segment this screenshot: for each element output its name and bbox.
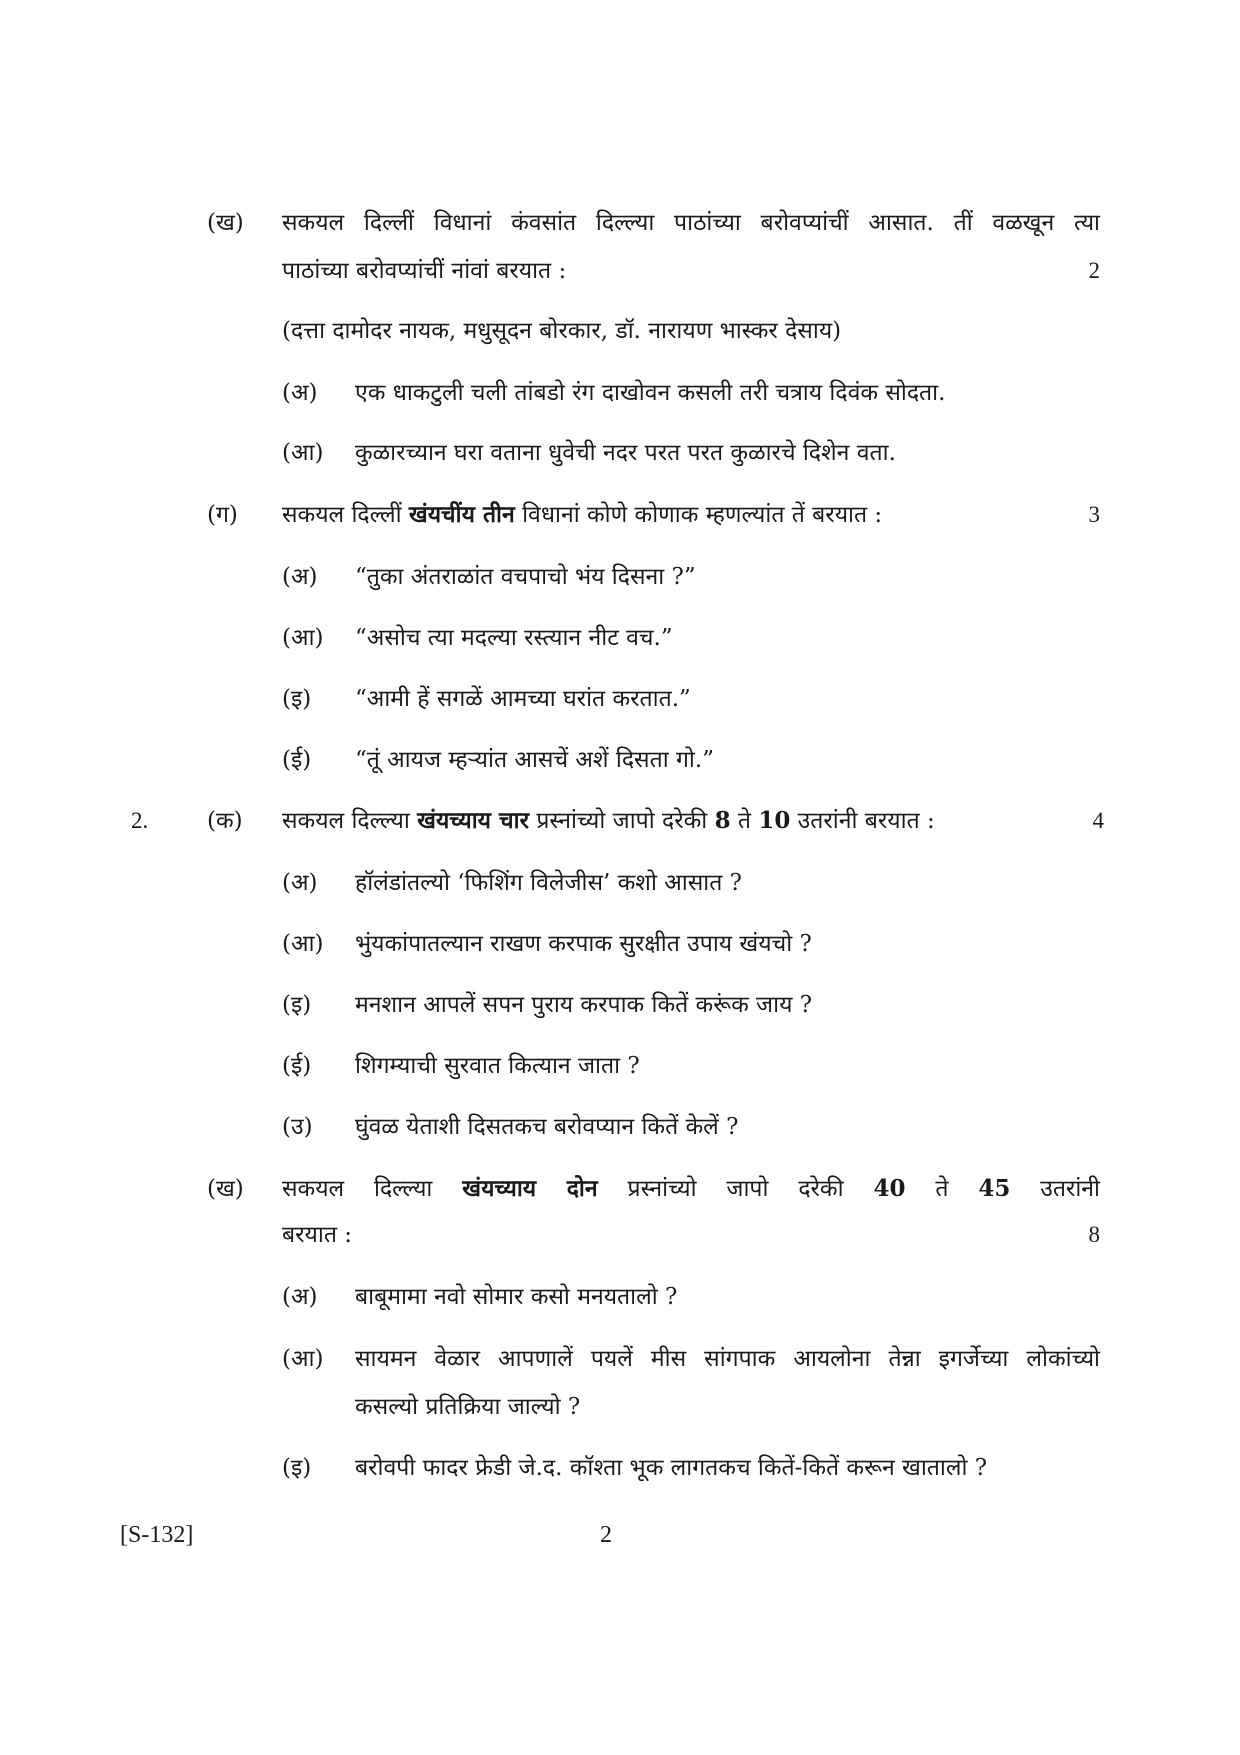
q1-ga-marks: 3 bbox=[1088, 502, 1100, 527]
q1-kh-line2: पाठांच्या बरोवप्यांचीं नांवां बरयात : bbox=[282, 258, 567, 284]
q2-ka-n1: 8 bbox=[714, 807, 731, 834]
q2-ka-pre: सकयल दिल्ल्या bbox=[282, 808, 410, 834]
q2-kh-item-text2: कसल्यो प्रतिक्रिया जाल्यो ? bbox=[355, 1394, 581, 1420]
q2-kh-te: ते bbox=[935, 1176, 949, 1202]
q1-ga-item-label: (इ) bbox=[282, 686, 312, 712]
q2-ka-item-label: (इ) bbox=[282, 992, 312, 1018]
q1-ga-pre: सकयल दिल्लीं bbox=[282, 502, 402, 528]
q2-kh-line2: बरयात : bbox=[282, 1222, 353, 1248]
q2-kh-mid: प्रस्नांच्यो जापो दरेकी bbox=[627, 1176, 844, 1202]
q1-kh-marks: 2 bbox=[1088, 258, 1100, 283]
q2-number: 2. bbox=[131, 808, 149, 833]
q2-ka-mid: प्रस्नांच्यो जापो दरेकी bbox=[536, 808, 708, 834]
q1-kh-label: (ख) bbox=[207, 210, 244, 236]
q1-kh-options: (दत्ता दामोदर नायक, मधुसूदन बोरकार, डॉ. नारायण भास्कर देसाय) bbox=[282, 318, 842, 344]
q2-ka-item-label: (उ) bbox=[282, 1114, 313, 1140]
q2-ka-marks: 4 bbox=[1092, 808, 1104, 833]
q2-kh-item-text: सायमन वेळार आपणालें पयलें मीस सांगपाक आयलोना तेन्ना इगर्जेच्या लोकांच्यो bbox=[355, 1346, 1100, 1372]
q2-kh-bold: खंयच्याय दोन bbox=[462, 1175, 598, 1202]
page-number: 2 bbox=[600, 1522, 612, 1548]
q2-ka-bold: खंयच्याय चार bbox=[417, 807, 530, 834]
q2-kh-item-text: बरोवपी फादर फ्रेडी जे.द. कॉश्ता भूक लागतकच कितें-कितें करून खातालो ? bbox=[355, 1455, 988, 1481]
q2-kh-post: उतरांनी bbox=[1040, 1176, 1101, 1202]
q1-ga-post: विधानां कोणे कोणाक म्हणल्यांत तें बरयात : bbox=[522, 502, 883, 528]
q2-ka-te: ते bbox=[737, 808, 752, 834]
q2-ka-item-text: भुंयकांपातल्यान राखण करपाक सुरक्षीत उपाय खंयचो ? bbox=[355, 931, 812, 957]
q2-kh-marks: 8 bbox=[1088, 1222, 1100, 1247]
footer-code: [S-132] bbox=[120, 1522, 194, 1548]
q1-ga-item-text: “तूं आयज म्हऱ्यांत आसचें अशें दिसता गो.” bbox=[355, 747, 714, 773]
q1-kh-line1: सकयल दिल्लीं विधानां कंवसांत दिल्ल्या पाठांच्या बरोवप्यांचीं आसात. तीं वळखून त्या bbox=[282, 210, 1100, 236]
q1-ga-item-label: (आ) bbox=[282, 625, 324, 651]
q1-kh-item-text: कुळारच्यान घरा वताना धुवेची नदर परत परत कुळारचे दिशेन वता. bbox=[355, 440, 896, 466]
q1-ga-question bbox=[282, 500, 882, 530]
q2-kh-item-text: बाबूमामा नवो सोमार कसो मनयतालो ? bbox=[355, 1284, 678, 1310]
q1-ga-item-text: “आमी हें सगळें आमच्या घरांत करतात.” bbox=[355, 686, 691, 712]
q2-ka-post: उतरांनी बरयात : bbox=[797, 808, 935, 834]
q2-ka-item-label: (आ) bbox=[282, 931, 324, 957]
q2-kh-n2: 45 bbox=[978, 1175, 1011, 1202]
q2-kh-pre: सकयल दिल्ल्या bbox=[282, 1176, 433, 1202]
q2-ka-item-text: शिगम्याची सुरवात कित्यान जाता ? bbox=[355, 1053, 640, 1079]
q1-ga-label: (ग) bbox=[207, 502, 238, 528]
q1-kh-item-label: (आ) bbox=[282, 440, 324, 466]
q1-ga-item-label: (अ) bbox=[282, 564, 318, 590]
q1-kh-item-label: (अ) bbox=[282, 380, 318, 406]
q2-kh-label: (ख) bbox=[207, 1176, 244, 1202]
q2-kh-item-label: (आ) bbox=[282, 1346, 324, 1372]
q2-ka-item-text: मनशान आपलें सपन पुराय करपाक कितें करूंक जाय ? bbox=[355, 992, 813, 1018]
q2-ka-item-text: घुंवळ येताशी दिसतकच बरोवप्यान कितें केलें ? bbox=[355, 1114, 739, 1140]
q2-kh-item-label: (इ) bbox=[282, 1455, 312, 1481]
q2-ka-n2: 10 bbox=[758, 807, 791, 834]
q2-kh-question bbox=[282, 1174, 1100, 1204]
q1-ga-item-text: “असोच त्या मदल्या रस्त्यान नीट वच.” bbox=[355, 625, 673, 651]
q2-ka-item-text: हॉलंडांतल्यो ‘फिशिंग विलेजीस’ कशो आसात ? bbox=[355, 870, 742, 896]
q1-ga-item-text: “तुका अंतराळांत वचपाचो भंय दिसना ?” bbox=[355, 564, 696, 590]
q2-ka-item-label: (अ) bbox=[282, 870, 318, 896]
q2-kh-n1: 40 bbox=[873, 1175, 906, 1202]
q2-ka-question bbox=[282, 806, 935, 836]
q2-kh-item-label: (अ) bbox=[282, 1284, 318, 1310]
q1-ga-bold: खंयचींय तीन bbox=[408, 501, 515, 528]
q1-ga-item-label: (ई) bbox=[282, 747, 312, 773]
q2-ka-item-label: (ई) bbox=[282, 1053, 312, 1079]
q1-kh-item-text: एक धाकटुली चली तांबडो रंग दाखोवन कसली तरी चत्राय दिवंक सोदता. bbox=[355, 380, 946, 406]
q2-ka-label: (क) bbox=[207, 808, 243, 834]
